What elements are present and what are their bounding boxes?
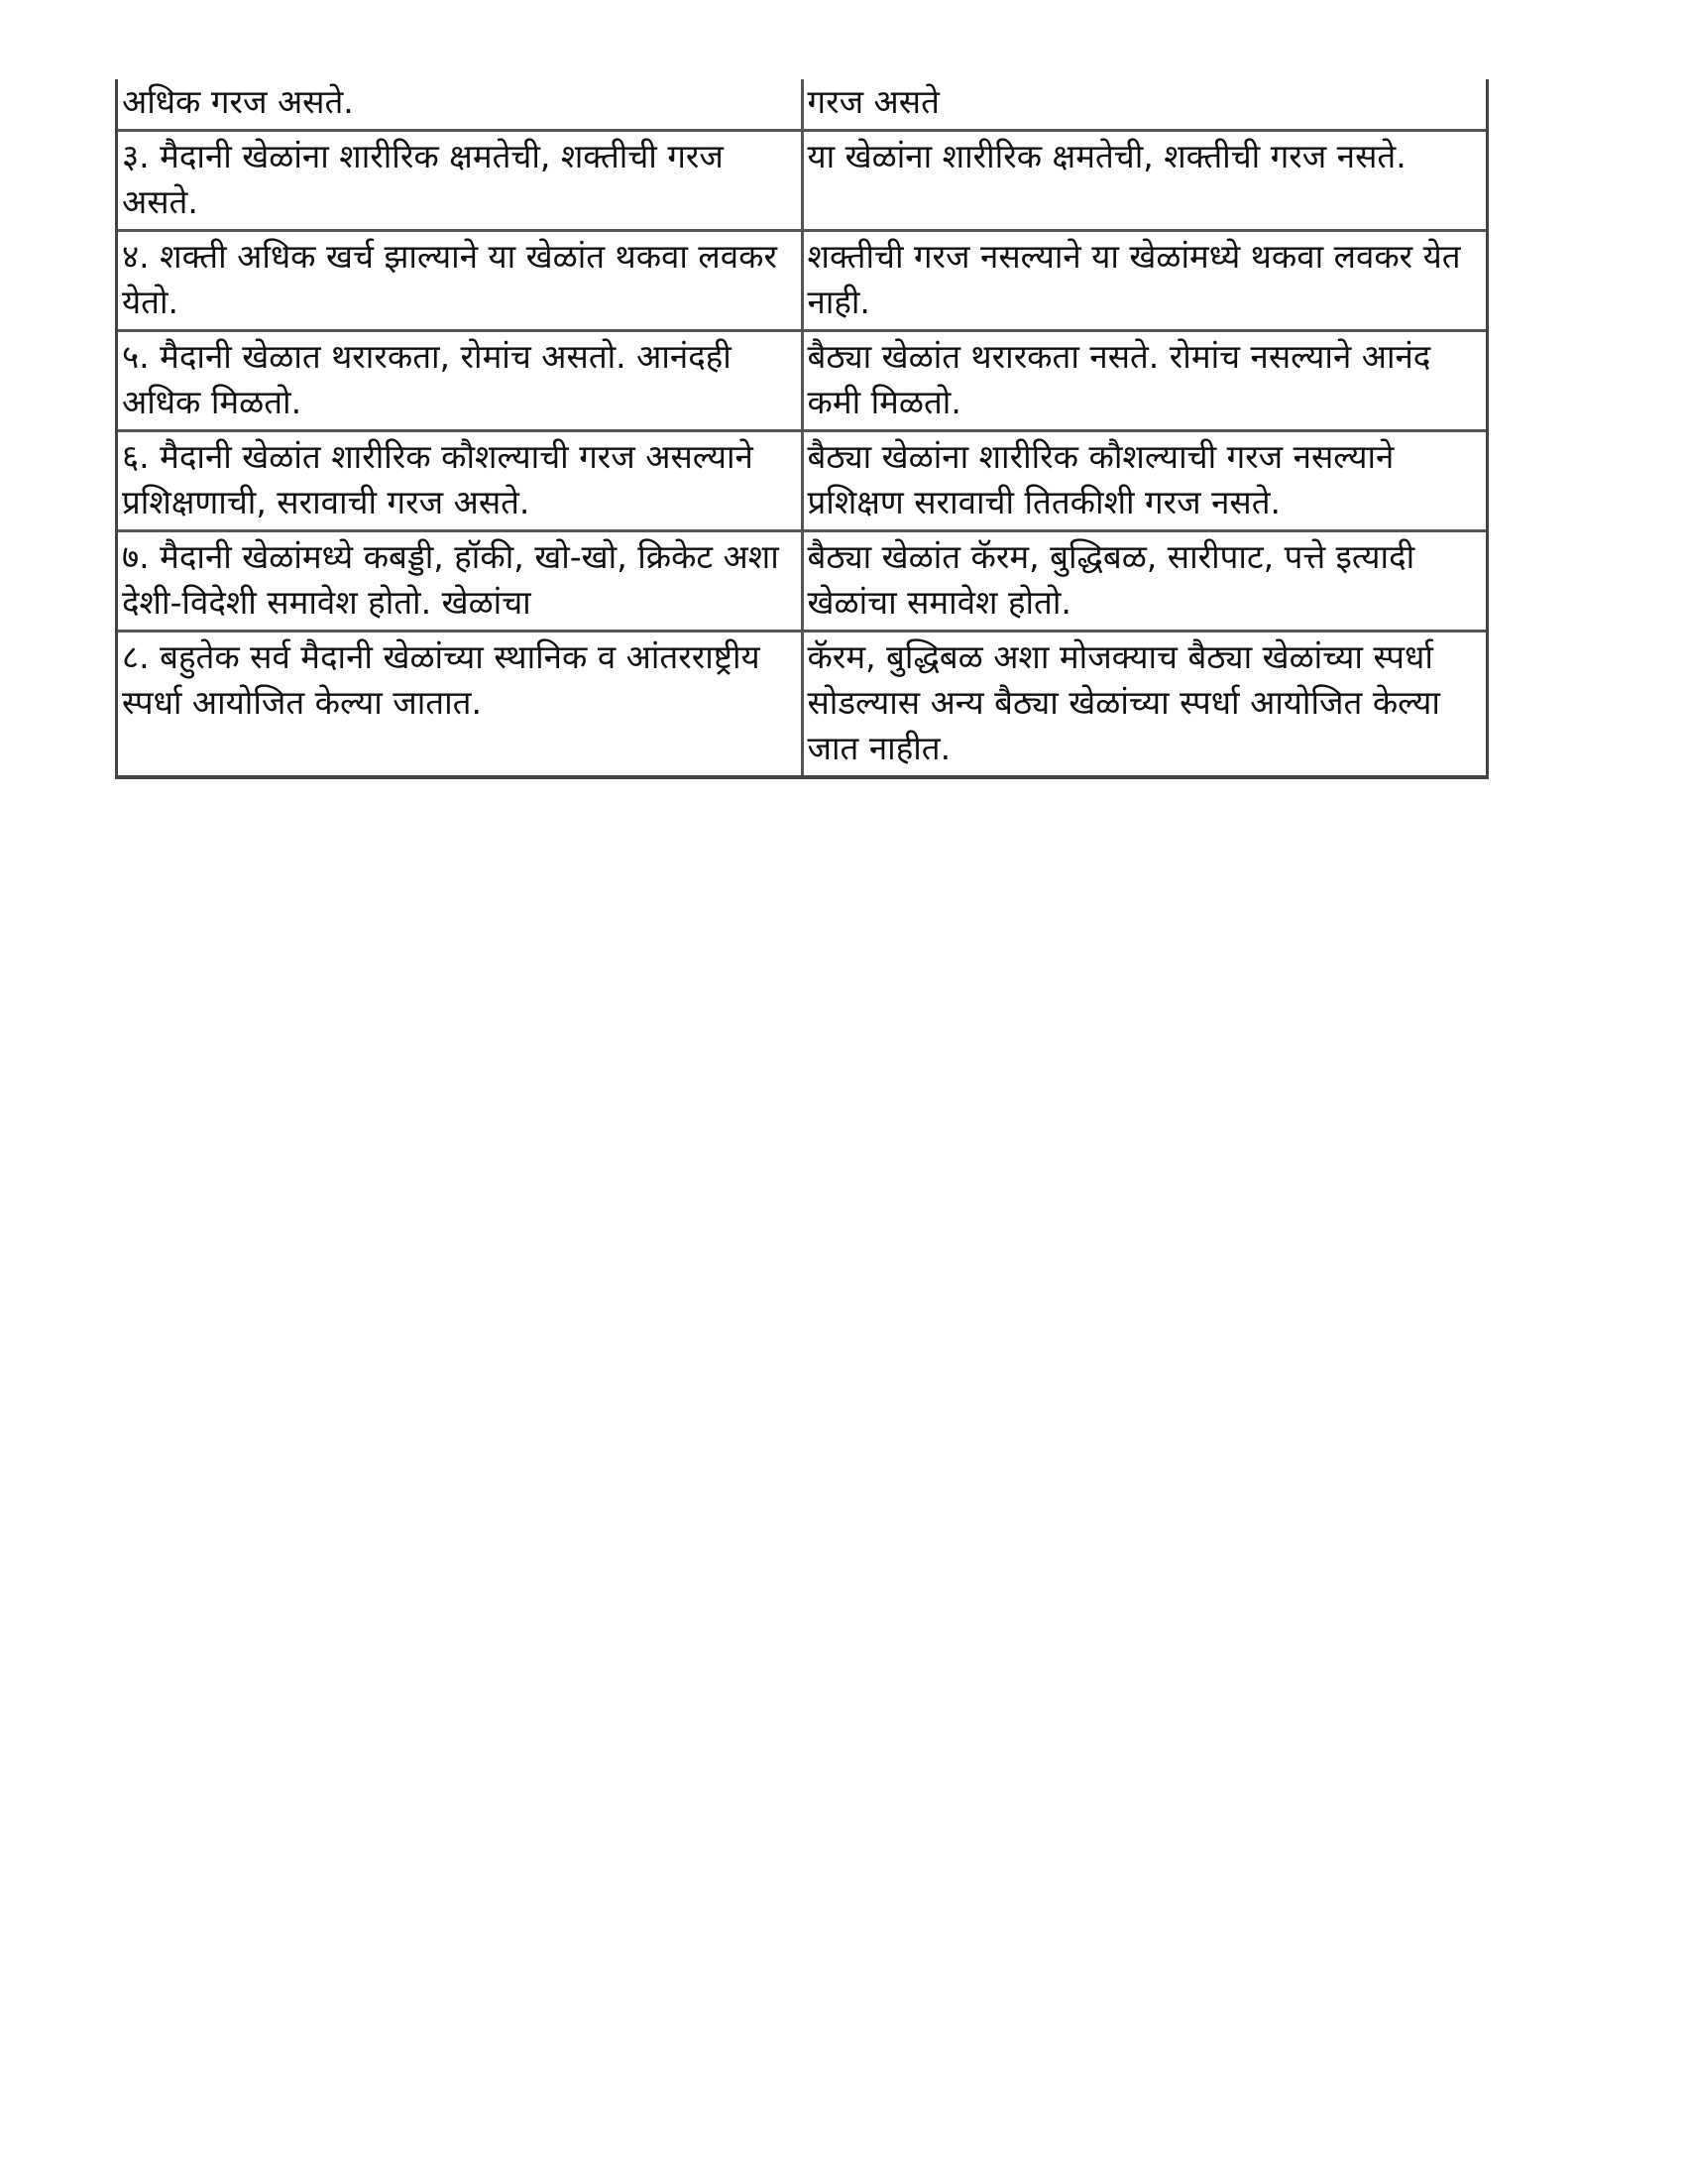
cell-text: अधिक गरज असते. — [122, 82, 354, 121]
cell-text: बैठ्या खेळांना शारीरिक कौशल्याची गरज नसल्याने प्रशिक्षण सरावाची तितकीशी गरज नसते. — [807, 437, 1395, 521]
table-row — [118, 79, 1486, 131]
table-row — [118, 331, 1486, 431]
cell-text: ३. मैदानी खेळांना शारीरिक क्षमतेची, शक्तीची गरज असते. — [122, 137, 724, 221]
cell-text: ५. मैदानी खेळात थरारकता, रोमांच असतो. आनंदही अधिक मिळतो. — [122, 337, 731, 421]
comparison-table-container — [115, 79, 1489, 779]
cell-text: ७. मैदानी खेळांमध्ये कबड्डी, हॉकी, खो-खो, क्रिकेट अशा देशी-विदेशी समावेश होतो. खेळांचा — [122, 537, 779, 622]
table-row — [118, 131, 1486, 231]
table-row — [118, 431, 1486, 531]
comparison-table — [118, 79, 1486, 775]
cell-text: कॅरम, बुद्धिबळ अशा मोजक्याच बैठ्या खेळांच्या स्पर्धा सोडल्यास अन्य बैठ्या खेळांच्या स्पर्धा आयोजित केल्या जात नाहीत. — [807, 637, 1440, 767]
cell-text: ६. मैदानी खेळांत शारीरिक कौशल्याची गरज असल्याने प्रशिक्षणाची, सरावाची गरज असते. — [122, 437, 753, 521]
table-cell-outdoor — [118, 331, 802, 431]
table-cell-indoor — [802, 131, 1486, 231]
table-cell-outdoor — [118, 632, 802, 776]
table-row — [118, 632, 1486, 776]
table-row — [118, 231, 1486, 331]
cell-text: ४. शक्ती अधिक खर्च झाल्याने या खेळांत थकवा लवकर येतो. — [122, 237, 777, 321]
cell-text: बैठ्या खेळांत कॅरम, बुद्धिबळ, सारीपाट, पत्ते इत्यादी खेळांचा समावेश होतो. — [807, 537, 1415, 622]
cell-text: बैठ्या खेळांत थरारकता नसते. रोमांच नसल्याने आनंद कमी मिळतो. — [807, 337, 1431, 421]
table-row — [118, 531, 1486, 632]
table-cell-indoor — [802, 632, 1486, 776]
cell-text: ८. बहुतेक सर्व मैदानी खेळांच्या स्थानिक व आंतरराष्ट्रीय स्पर्धा आयोजित केल्या जातात. — [122, 637, 760, 722]
table-cell-outdoor — [118, 231, 802, 331]
table-cell-outdoor — [118, 431, 802, 531]
table-cell-outdoor — [118, 131, 802, 231]
cell-text: गरज असते — [807, 82, 940, 121]
table-cell-indoor — [802, 231, 1486, 331]
table-cell-indoor — [802, 431, 1486, 531]
table-cell-outdoor — [118, 531, 802, 632]
table-cell-indoor — [802, 79, 1486, 131]
cell-text: शक्तीची गरज नसल्याने या खेळांमध्ये थकवा लवकर येत नाही. — [807, 237, 1461, 321]
table-cell-outdoor — [118, 79, 802, 131]
table-cell-indoor — [802, 331, 1486, 431]
cell-text: या खेळांना शारीरिक क्षमतेची, शक्तीची गरज नसते. — [807, 137, 1407, 175]
table-cell-indoor — [802, 531, 1486, 632]
